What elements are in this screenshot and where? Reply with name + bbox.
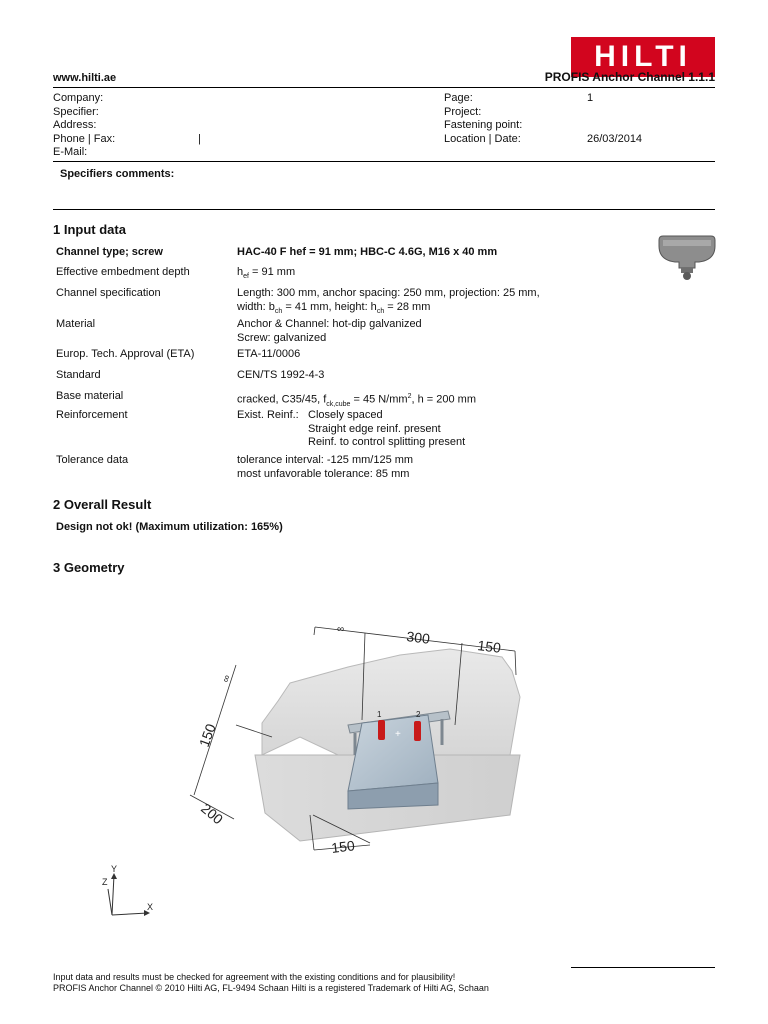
channel-type-label: Channel type; screw (56, 246, 163, 258)
svg-text:+: + (395, 729, 401, 740)
channel-type-value: HAC-40 F hef = 91 mm; HBC-C 4.6G, M16 x 40 mm (237, 246, 498, 258)
embedment-value: $h_{ef} = 91$ mm (237, 266, 296, 281)
dim-infinity-left: ∞ (220, 673, 234, 685)
material-value: Anchor & Channel: hot-dip galvanized Screw: galvanized (237, 318, 422, 344)
overall-result-title: 2 Overall Result (53, 497, 152, 512)
eta-label: Europ. Tech. Approval (ETA) (56, 348, 195, 360)
base-material-value: cracked, C35/45, $f_{ck,cube} = 45$ $N/mm^2$, h = 200 mm (237, 393, 476, 408)
address-label: Address: (53, 119, 97, 131)
geometry-title: 3 Geometry (53, 560, 125, 575)
footer-divider (571, 967, 715, 968)
specifiers-comments-label: Specifiers comments: (60, 168, 175, 180)
reinforcement-item: Closely spaced (308, 409, 383, 421)
axis-y-label: Y (111, 865, 118, 874)
dim-infinity-top: ∞ (337, 624, 345, 635)
footer-copyright: PROFIS Anchor Channel © 2010 Hilti AG, FL-9494 Schaan Hilti is a registered Trademark of Hilti AG, Schaan (53, 983, 489, 993)
footer-disclaimer: Input data and results must be checked for agreement with the existing conditions and for plausibility! (53, 972, 456, 982)
reinforcement-list (308, 409, 465, 450)
comments-divider (53, 209, 715, 210)
geometry-drawing (150, 605, 570, 865)
company-label: Company: (53, 92, 104, 104)
input-data-title: 1 Input data (53, 222, 126, 237)
material-label: Material (56, 318, 96, 330)
channel-spec-value: Length: 300 mm, anchor spacing: 250 mm, projection: 25 mm, width: $b_{ch} = 41$ mm, height: $h_{ch} = 28$ mm (237, 287, 540, 315)
fastening-point-label: Fastening point: (444, 119, 523, 131)
base-material-label: Base material (56, 390, 124, 402)
header-divider (53, 87, 715, 88)
dim-150-top: 150 (476, 637, 502, 656)
dim-200: 200 (198, 800, 227, 828)
base-plate-top (348, 715, 438, 791)
eta-value: ETA-11/0006 (237, 348, 301, 360)
anchor-2-label: 2 (416, 710, 421, 719)
email-label: E-Mail: (53, 146, 88, 158)
header-fields-right (444, 92, 522, 146)
website-url: www.hilti.ae (53, 72, 117, 84)
reinforcement-item: Reinf. to control splitting present (308, 436, 466, 448)
axis-z-label: Z (102, 877, 108, 887)
header-bottom-divider (53, 161, 715, 162)
coordinate-axes (100, 865, 160, 925)
standard-label: Standard (56, 369, 101, 381)
phone-fax-value: | (198, 132, 201, 145)
standard-value: CEN/TS 1992-4-3 (237, 369, 325, 381)
anchor-1-label: 1 (377, 710, 382, 719)
axis-x-label: X (147, 902, 154, 912)
embedment-label: Effective embedment depth (56, 266, 190, 278)
location-date-label: Location | Date: (444, 132, 521, 145)
anchor-2 (414, 721, 421, 741)
dim-150-bottom: 150 (330, 837, 356, 856)
hilti-logo: HILTI (571, 37, 715, 77)
page-number: 1 (587, 92, 594, 104)
anchor-1 (378, 720, 385, 740)
phone-fax-label: Phone | Fax: (53, 132, 116, 145)
dim-150-left: 150 (195, 721, 219, 750)
reinforcement-label: Reinforcement (56, 409, 128, 421)
tolerance-label: Tolerance data (56, 454, 129, 466)
channel-spec-label: Channel specification (56, 287, 161, 299)
channel-profile-icon (657, 234, 717, 282)
dim-300: 300 (405, 628, 431, 647)
reinforcement-prefix: Exist. Reinf.: (237, 409, 299, 421)
overall-result-text: Design not ok! (Maximum utilization: 165%) (56, 521, 283, 533)
project-label: Project: (444, 105, 482, 118)
specifier-label: Specifier: (53, 105, 99, 118)
reinforcement-item: Straight edge reinf. present (308, 422, 441, 435)
page-label: Page: (444, 92, 473, 104)
date-value: 26/03/2014 (587, 132, 643, 145)
tolerance-value: tolerance interval: -125 mm/125 mm most unfavorable tolerance: 85 mm (237, 454, 414, 480)
product-name: PROFIS Anchor Channel 1.1.1 (544, 70, 715, 84)
header-fields-left (53, 92, 115, 160)
